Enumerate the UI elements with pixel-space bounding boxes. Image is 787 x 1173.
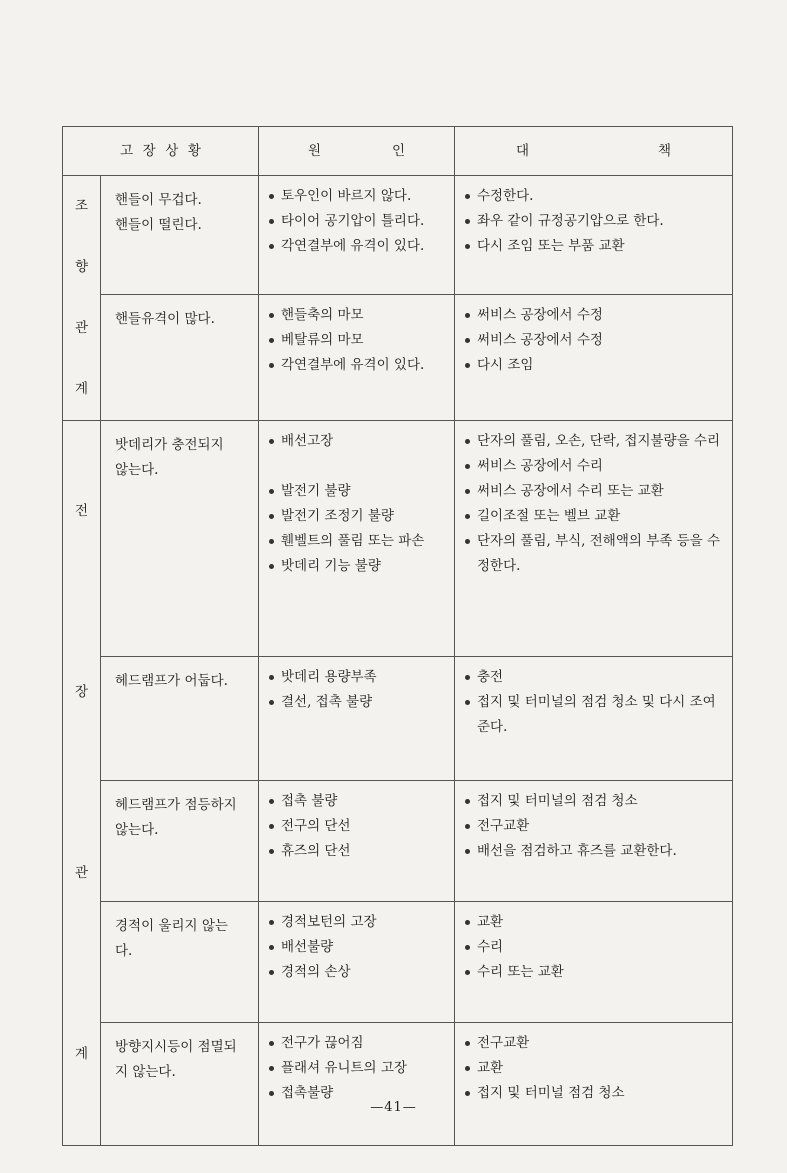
bullet-icon [465,675,470,680]
bullet-icon [269,539,274,544]
bullet-icon [269,1066,274,1071]
bullet-icon [465,849,470,854]
cause-cell: 경적보턴의 고장 배선불량 경적의 손상 [259,901,455,1022]
remedy-cell: 수정한다. 좌우 같이 규정공기압으로 한다. 다시 조임 또는 부품 교환 [455,176,733,295]
category-electrical: 전 장 관 계 [63,421,101,1146]
bullet-icon [465,194,470,199]
bullet-icon [269,564,274,569]
table-row [63,657,733,780]
bullet-icon [465,1041,470,1046]
bullet-icon [465,244,470,249]
table-row [63,780,733,901]
cause-cell: 밧데리 용량부족 결선, 접촉 불량 [259,657,455,780]
bullet-icon [465,313,470,318]
remedy-cell: 교환 수리 수리 또는 교환 [455,901,733,1022]
troubleshooting-table [62,126,733,1146]
remedy-cell: 접지 및 터미널의 점검 청소 전구교환 배선을 점검하고 휴즈를 교환한다. [455,780,733,901]
situation-cell: 헤드램프가 어둡다. [101,657,259,780]
bullet-icon [465,363,470,368]
bullet-icon [465,824,470,829]
bullet-icon [465,970,470,975]
bullet-icon [465,439,470,444]
bullet-icon [465,219,470,224]
remedy-cell: 단자의 풀림, 오손, 단락, 접지불량을 수리 써비스 공장에서 수리 써비스 공장에서 수리 또는 교환 길이조절 또는 벨브 교환 단자의 풀림, 부식, 전해액의 부족 등을 수정한다. [455,421,733,657]
situation-cell: 헤드램프가 점등하지 않는다. [101,780,259,901]
header-situation: 고 장 상 황 [63,127,259,176]
cause-cell: 접촉 불량 전구의 단선 휴즈의 단선 [259,780,455,901]
remedy-cell: 써비스 공장에서 수정 써비스 공장에서 수정 다시 조임 [455,295,733,421]
bullet-icon [269,920,274,925]
bullet-icon [465,1091,470,1096]
remedy-cell: 충전 접지 및 터미널의 점검 청소 및 다시 조여준다. [455,657,733,780]
cause-cell: 전구가 끊어짐 플래셔 유니트의 고장 접촉불량 [259,1022,455,1145]
bullet-icon [465,464,470,469]
cause-cell: 배선고장 발전기 불량 발전기 조정기 불량 휀벨트의 풀림 또는 파손 밧데리 기능 불량 [259,421,455,657]
category-steering: 조 향 관 계 [63,176,101,421]
bullet-icon [465,799,470,804]
table-header-row [63,127,733,176]
table-row [63,421,733,657]
page-number: —41— [370,1100,417,1115]
table-row [63,1022,733,1145]
bullet-icon [269,514,274,519]
table-row [63,176,733,295]
bullet-icon [269,970,274,975]
situation-cell: 핸들유격이 많다. [101,295,259,421]
situation-cell: 경적이 울리지 않는 다. [101,901,259,1022]
bullet-icon [269,244,274,249]
bullet-icon [465,700,470,705]
header-cause: 원 인 [259,127,455,176]
bullet-icon [465,539,470,544]
bullet-icon [269,799,274,804]
bullet-icon [269,945,274,950]
bullet-icon [465,945,470,950]
bullet-icon [269,489,274,494]
bullet-icon [465,338,470,343]
bullet-icon [269,700,274,705]
bullet-icon [269,338,274,343]
bullet-icon [465,489,470,494]
bullet-icon [269,194,274,199]
bullet-icon [269,439,274,444]
bullet-icon [269,1041,274,1046]
table-row [63,295,733,421]
situation-cell: 방향지시등이 점멸되 지 않는다. [101,1022,259,1145]
bullet-icon [269,849,274,854]
cause-cell: 핸들축의 마모 베탈류의 마모 각연결부에 유격이 있다. [259,295,455,421]
bullet-icon [465,920,470,925]
table-row [63,901,733,1022]
situation-cell: 핸들이 무겁다. 핸들이 떨린다. [101,176,259,295]
bullet-icon [269,313,274,318]
bullet-icon [269,1091,274,1096]
bullet-icon [269,824,274,829]
situation-cell: 밧데리가 충전되지 않는다. [101,421,259,657]
bullet-icon [465,514,470,519]
bullet-icon [269,675,274,680]
bullet-icon [269,219,274,224]
header-remedy: 대 책 [455,127,733,176]
remedy-cell: 전구교환 교환 접지 및 터미널 점검 청소 [455,1022,733,1145]
cause-cell: 토우인이 바르지 않다. 타이어 공기압이 틀리다. 각연결부에 유격이 있다. [259,176,455,295]
bullet-icon [269,363,274,368]
bullet-icon [465,1066,470,1071]
